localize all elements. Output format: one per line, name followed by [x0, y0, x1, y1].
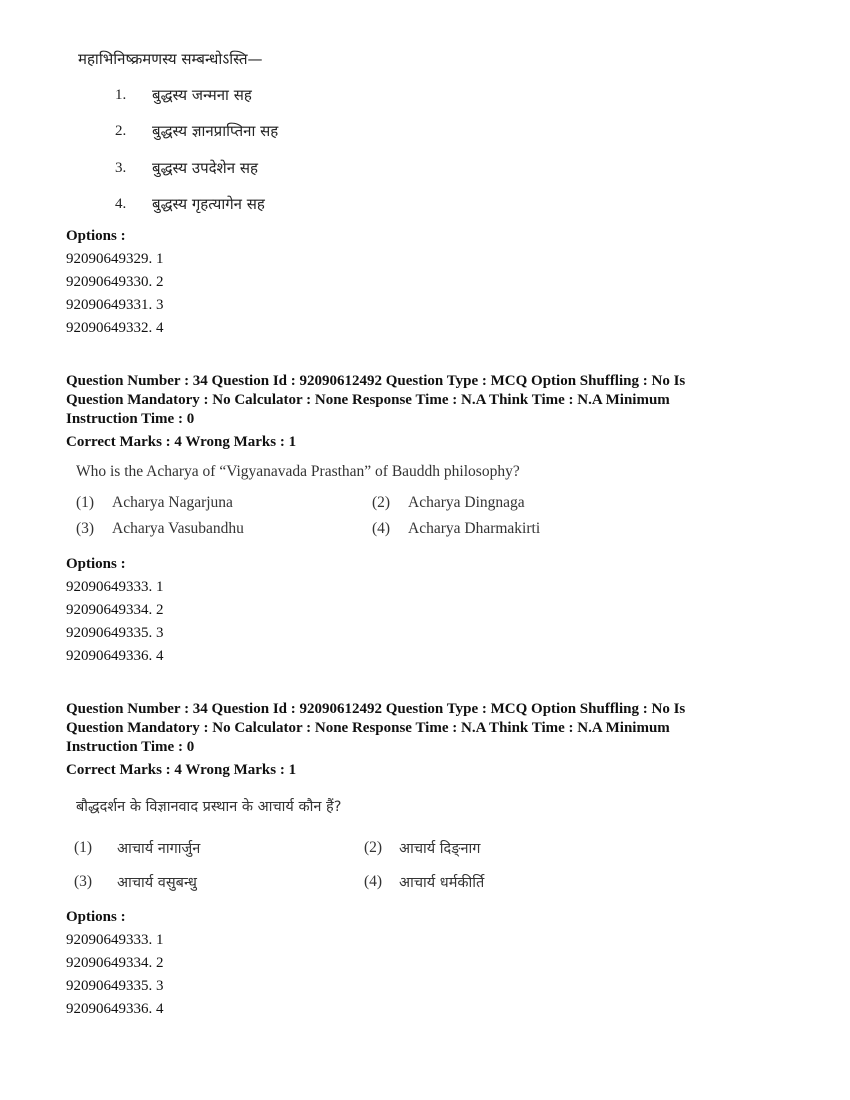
question-marks: Correct Marks : 4 Wrong Marks : 1 [66, 434, 297, 450]
options-label: Options : [66, 909, 126, 925]
question-meta-line: Question Mandatory : No Calculator : None Response Time : N.A Think Time : N.A Minimum [66, 720, 670, 736]
choice-text: Acharya Nagarjuna [112, 494, 233, 511]
options-label: Options : [66, 556, 126, 572]
option-line: 92090649331. 3 [66, 297, 164, 313]
choice-text: Acharya Dingnaga [408, 494, 525, 511]
choice-number: (3) [74, 873, 93, 890]
choice-number: (1) [74, 839, 93, 856]
question-meta-line: Question Number : 34 Question Id : 92090612492 Question Type : MCQ Option Shuffling : No Is [66, 701, 686, 717]
question-meta-line: Instruction Time : 0 [66, 739, 195, 755]
question-1-item-text: बुद्धस्य ज्ञानप्राप्तिना सह [152, 122, 279, 140]
question-meta-line: Question Mandatory : No Calculator : None Response Time : N.A Think Time : N.A Minimum [66, 392, 670, 408]
choice-text: आचार्य धर्मकीर्ति [399, 875, 485, 891]
question-1-item-number: 1. [115, 87, 127, 103]
option-line: 92090649333. 1 [66, 932, 164, 948]
choice-text: Acharya Dharmakirti [408, 520, 541, 537]
option-line: 92090649335. 3 [66, 625, 164, 641]
choice-text: आचार्य वसुबन्धु [117, 875, 197, 891]
option-line: 92090649335. 3 [66, 978, 164, 994]
question-marks: Correct Marks : 4 Wrong Marks : 1 [66, 762, 297, 778]
choice-number: (2) [372, 494, 391, 511]
option-line: 92090649336. 4 [66, 1001, 164, 1017]
option-line: 92090649334. 2 [66, 602, 164, 618]
choice-number: (3) [76, 520, 95, 537]
choice-number: (2) [364, 839, 383, 856]
choice-text: आचार्य नागार्जुन [117, 841, 201, 857]
option-line: 92090649336. 4 [66, 648, 164, 664]
question-1-item-text: बुद्धस्य गृहत्यागेन सह [152, 195, 265, 213]
choice-text: Acharya Vasubandhu [112, 520, 244, 537]
choice-number: (4) [372, 520, 391, 537]
question-1-item-text: बुद्धस्य उपदेशेन सह [152, 159, 258, 177]
question-1-prompt: महाभिनिष्क्रमणस्य सम्बन्धोऽस्ति— [78, 50, 263, 68]
question-meta-line: Instruction Time : 0 [66, 411, 195, 427]
option-line: 92090649334. 2 [66, 955, 164, 971]
options-label: Options : [66, 228, 126, 244]
question-2-text: Who is the Acharya of “Vigyanavada Prasthan” of Bauddh philosophy? [76, 463, 520, 480]
option-line: 92090649330. 2 [66, 274, 164, 290]
question-3-text: बौद्धदर्शन के विज्ञानवाद प्रस्थान के आचार्य कौन हैं? [76, 799, 342, 815]
question-1-item-text: बुद्धस्य जन्मना सह [152, 86, 252, 104]
question-meta-line: Question Number : 34 Question Id : 92090612492 Question Type : MCQ Option Shuffling : No Is [66, 373, 686, 389]
option-line: 92090649332. 4 [66, 320, 164, 336]
choice-number: (1) [76, 494, 95, 511]
option-line: 92090649333. 1 [66, 579, 164, 595]
question-1-item-number: 2. [115, 123, 127, 139]
choice-text: आचार्य दिङ्नाग [399, 841, 481, 857]
option-line: 92090649329. 1 [66, 251, 164, 267]
question-1-item-number: 3. [115, 160, 127, 176]
question-1-item-number: 4. [115, 196, 127, 212]
choice-number: (4) [364, 873, 383, 890]
